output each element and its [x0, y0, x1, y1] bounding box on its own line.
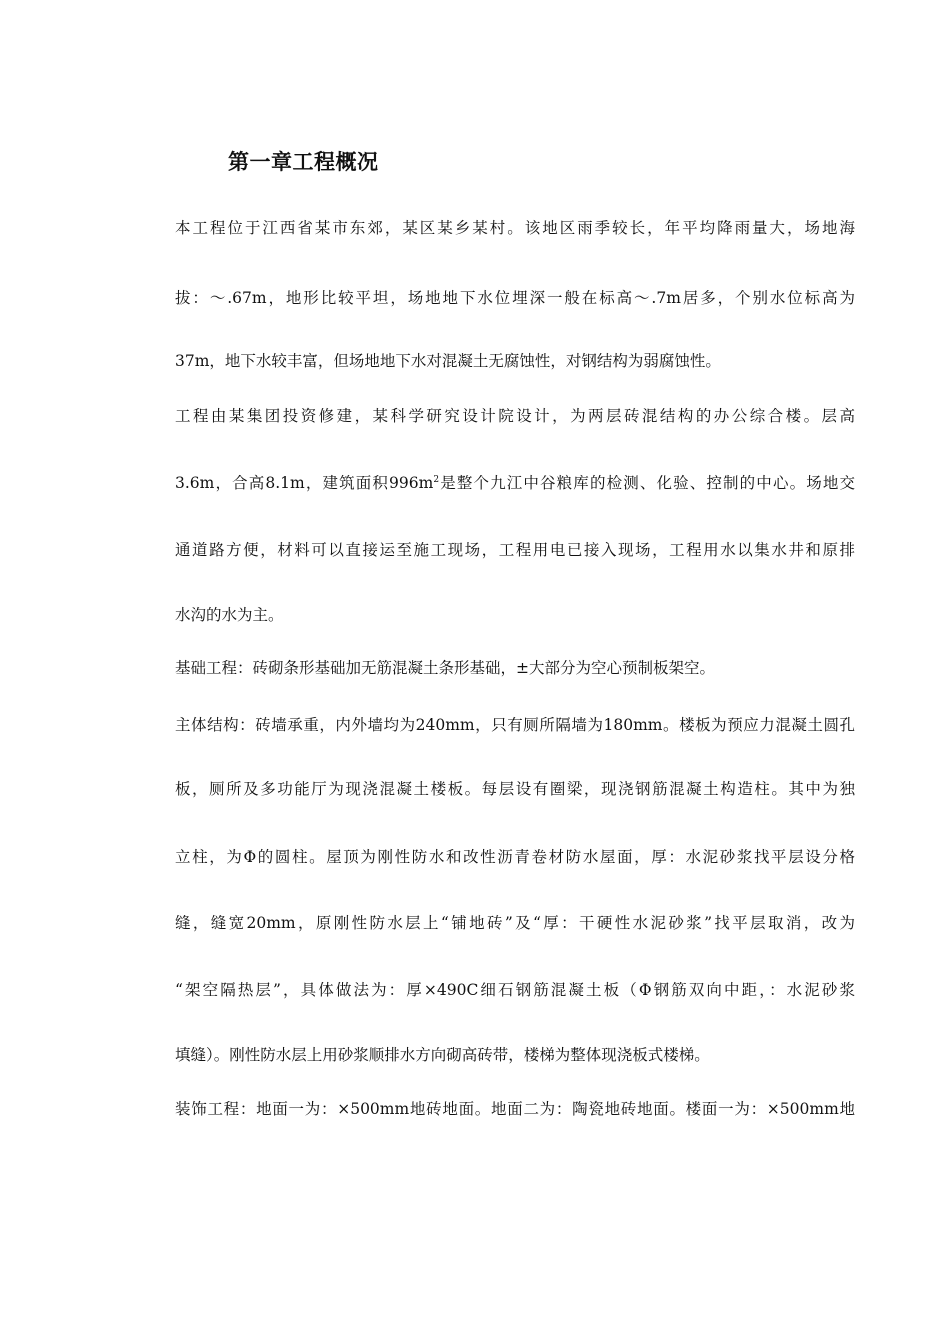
text-segment: 3.6m，合高8.1m，建筑面积996m: [175, 474, 434, 492]
text-line: 水沟的水为主。: [175, 606, 284, 624]
text-line: 缝，缝宽20mm，原刚性防水层上“铺地砖”及“厚：干硬性水泥砂浆”找平层取消，改为: [175, 914, 855, 932]
superscript: 2: [433, 474, 440, 485]
text-line: 37m，地下水较丰富，但场地地下水对混凝土无腐蚀性，对钢结构为弱腐蚀性。: [175, 352, 721, 370]
text-line: 立柱，为Φ的圆柱。屋顶为刚性防水和改性沥青卷材防水屋面，厚：水泥砂浆找平层设分格: [175, 848, 855, 866]
text-line: 通道路方便，材料可以直接运至施工现场，工程用电已接入现场，工程用水以集水井和原排: [175, 541, 855, 559]
text-line: “架空隔热层”，具体做法为：厚×490C细石钢筋混凝土板（Φ钢筋双向中距，：水泥砂浆: [175, 981, 855, 999]
text-line: 板，厕所及多功能厅为现浇混凝土楼板。每层设有圈梁，现浇钢筋混凝土构造柱。其中为独: [175, 780, 855, 798]
text-line: 主体结构：砖墙承重，内外墙均为240mm，只有厕所隔墙为180mm。楼板为预应力混凝土圆孔: [175, 716, 855, 734]
text-line: 工程由某集团投资修建，某科学研究设计院设计，为两层砖混结构的办公综合楼。层高: [175, 407, 855, 425]
text-line: 拔：～.67m，地形比较平坦，场地地下水位埋深一般在标高～.7m居多，个别水位标高为: [175, 289, 855, 307]
text-line: [175, 472, 855, 494]
text-line: 装饰工程：地面一为：×500mm地砖地面。地面二为：陶瓷地砖地面。楼面一为：×500mm地: [175, 1100, 855, 1118]
text-line: 填缝）。刚性防水层上用砂浆顺排水方向砌高砖带，楼梯为整体现浇板式楼梯。: [175, 1046, 710, 1064]
text-segment: 是整个九江中谷粮库的检测、化验、控制的中心。场地交: [439, 474, 855, 492]
text-line: 本工程位于江西省某市东郊，某区某乡某村。该地区雨季较长，年平均降雨量大，场地海: [175, 219, 855, 237]
chapter-title: 第一章工程概况: [228, 150, 379, 174]
text-line: 基础工程：砖砌条形基础加无筋混凝土条形基础，±大部分为空心预制板架空。: [175, 659, 715, 677]
